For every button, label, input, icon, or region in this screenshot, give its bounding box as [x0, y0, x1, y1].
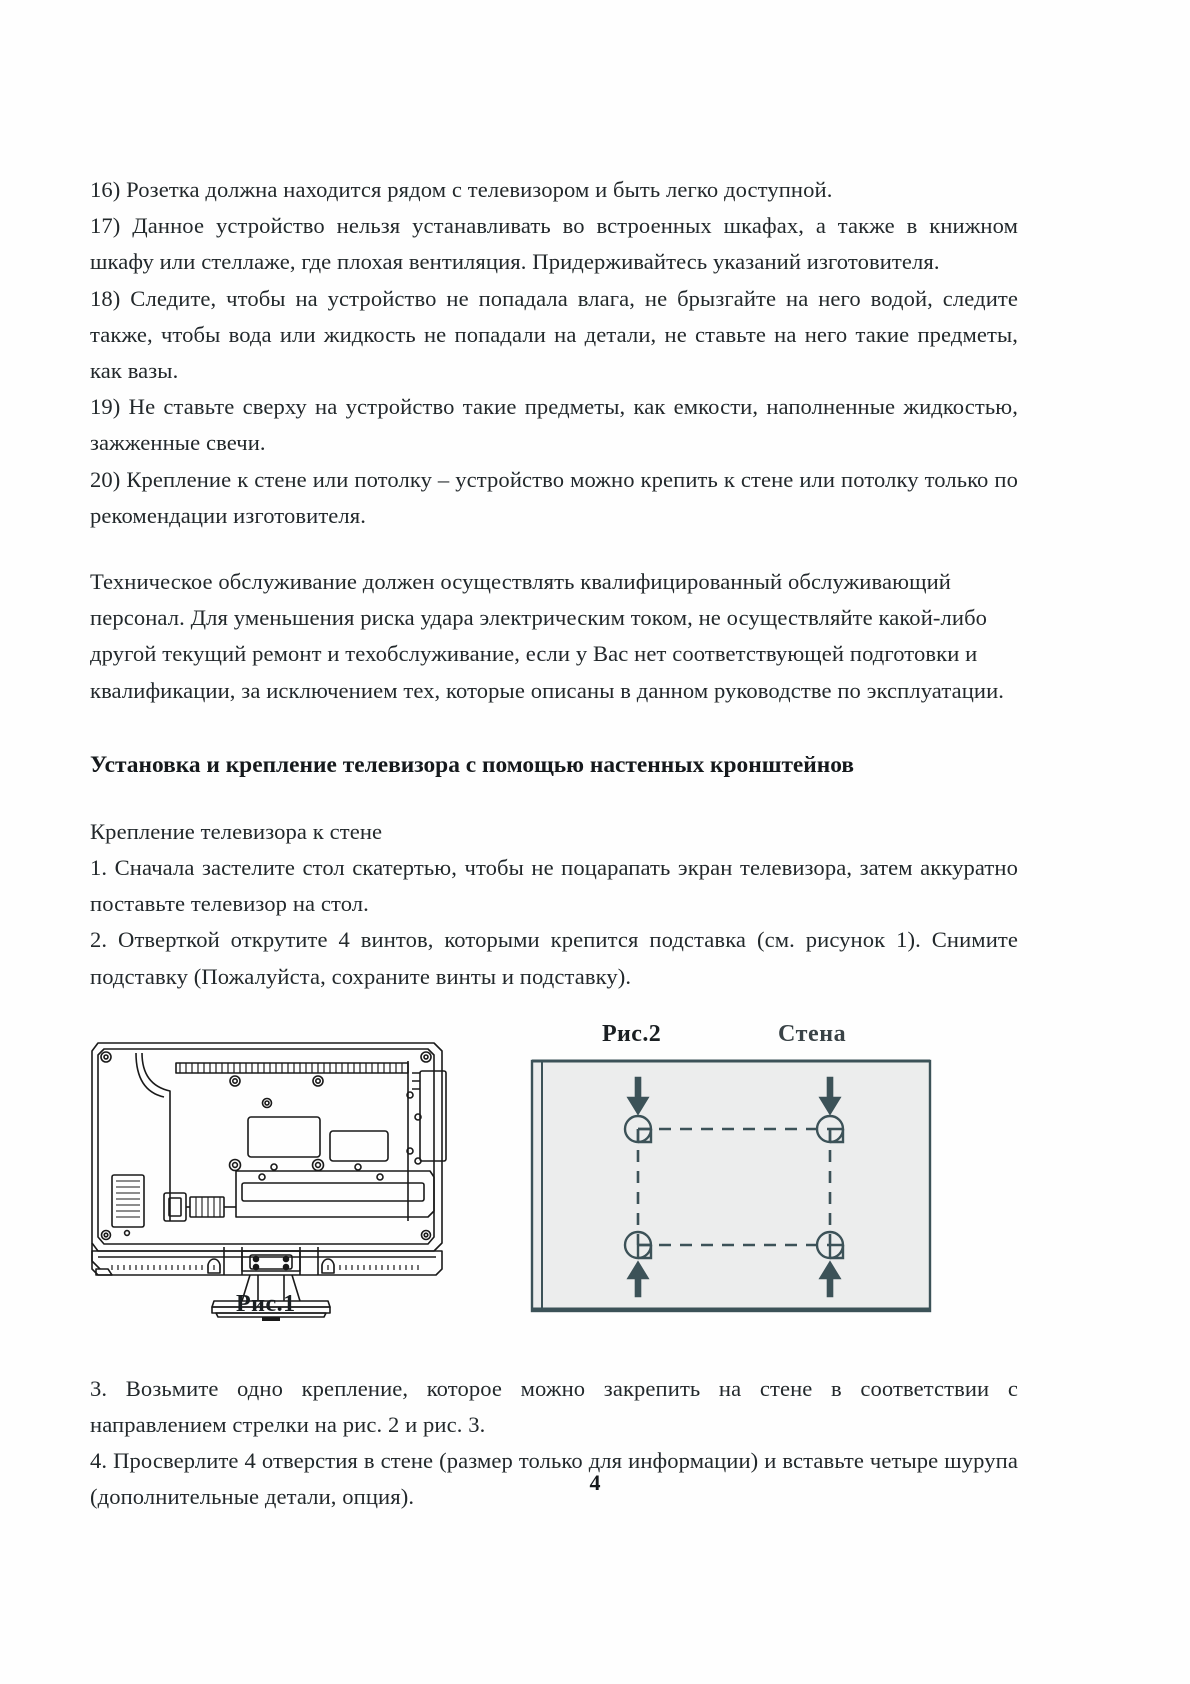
- spacer: [90, 534, 1018, 564]
- page-number: 4: [589, 1470, 601, 1495]
- section-subheading: Крепление телевизора к стене: [90, 818, 383, 844]
- service-note-paragraph: Техническое обслуживание должен осуществлять квалифицированный обслуживающий персонал. Для уменьшения риска удара электрическим током, не осуществляйте какой-либо другой текущий ремонт и техобслуживание, если у Вас нет соответствующей подготовки и квалификации, за исключением тех, которые описаны в данном руководстве по эксплуатации.: [90, 569, 1005, 703]
- step-4: 4. Просверлите 4 отверстия в стене (размер только для информации) и вставьте четыре шурупа (дополнительные детали, опция).: [90, 1448, 1018, 1510]
- safety-item-17: 17) Данное устройство нельзя устанавливать во встроенных шкафах, а также в книжном шкафу или стеллаже, где плохая вентиляция. Придерживайтесь указаний изготовителя.: [90, 213, 1018, 275]
- safety-item-18: 18) Следите, чтобы на устройство не попадала влага, не брызгайте на него водой, следите также, чтобы вода или жидкость не попадали на детали, не ставьте на него такие предметы, как вазы.: [90, 285, 1018, 384]
- figure-2-drawing: [522, 1055, 940, 1317]
- figure-2-wall-mount: [522, 1021, 940, 1321]
- safety-item-16: 16) Розетка должна находится рядом с телевизором и быть легко доступной.: [90, 177, 833, 202]
- step-2: 2. Отверткой открутите 4 винтов, которыми крепится подставка (см. рисунок 1). Снимите подставку (Пожалуйста, сохраните винты и подставку).: [90, 927, 1018, 989]
- spacer: [90, 784, 1018, 814]
- section-heading: Установка и крепление телевизора с помощью настенных кронштейнов: [90, 751, 855, 778]
- step-3: 3. Возьмите одно крепление, которое можно закрепить на стене в соответствии с направлением стрелки на рис. 2 и рис. 3.: [90, 1375, 1018, 1438]
- safety-list: [90, 172, 1018, 534]
- safety-item-20: 20) Крепление к стене или потолку – устройство можно крепить к стене или потолку только по рекомендации изготовителя.: [90, 466, 1018, 528]
- page-content: [90, 172, 1018, 1516]
- safety-item-19: 19) Не ставьте сверху на устройство такие предметы, как емкости, наполненные жидкостью, зажженные свечи.: [90, 394, 1018, 456]
- spacer: [90, 709, 1018, 747]
- figure-1-tv-rear-view: [90, 1025, 452, 1325]
- figure-1-caption: Рис.1: [236, 1290, 296, 1317]
- figure-2-caption: Рис.2: [602, 1020, 662, 1047]
- figure-2-wall-label: Стена: [778, 1020, 847, 1047]
- figure-area: [90, 1021, 1018, 1341]
- step-1: 1. Сначала застелите стол скатертью, чтобы не поцарапать экран телевизора, затем аккуратно поставьте телевизор на стол.: [90, 855, 1018, 917]
